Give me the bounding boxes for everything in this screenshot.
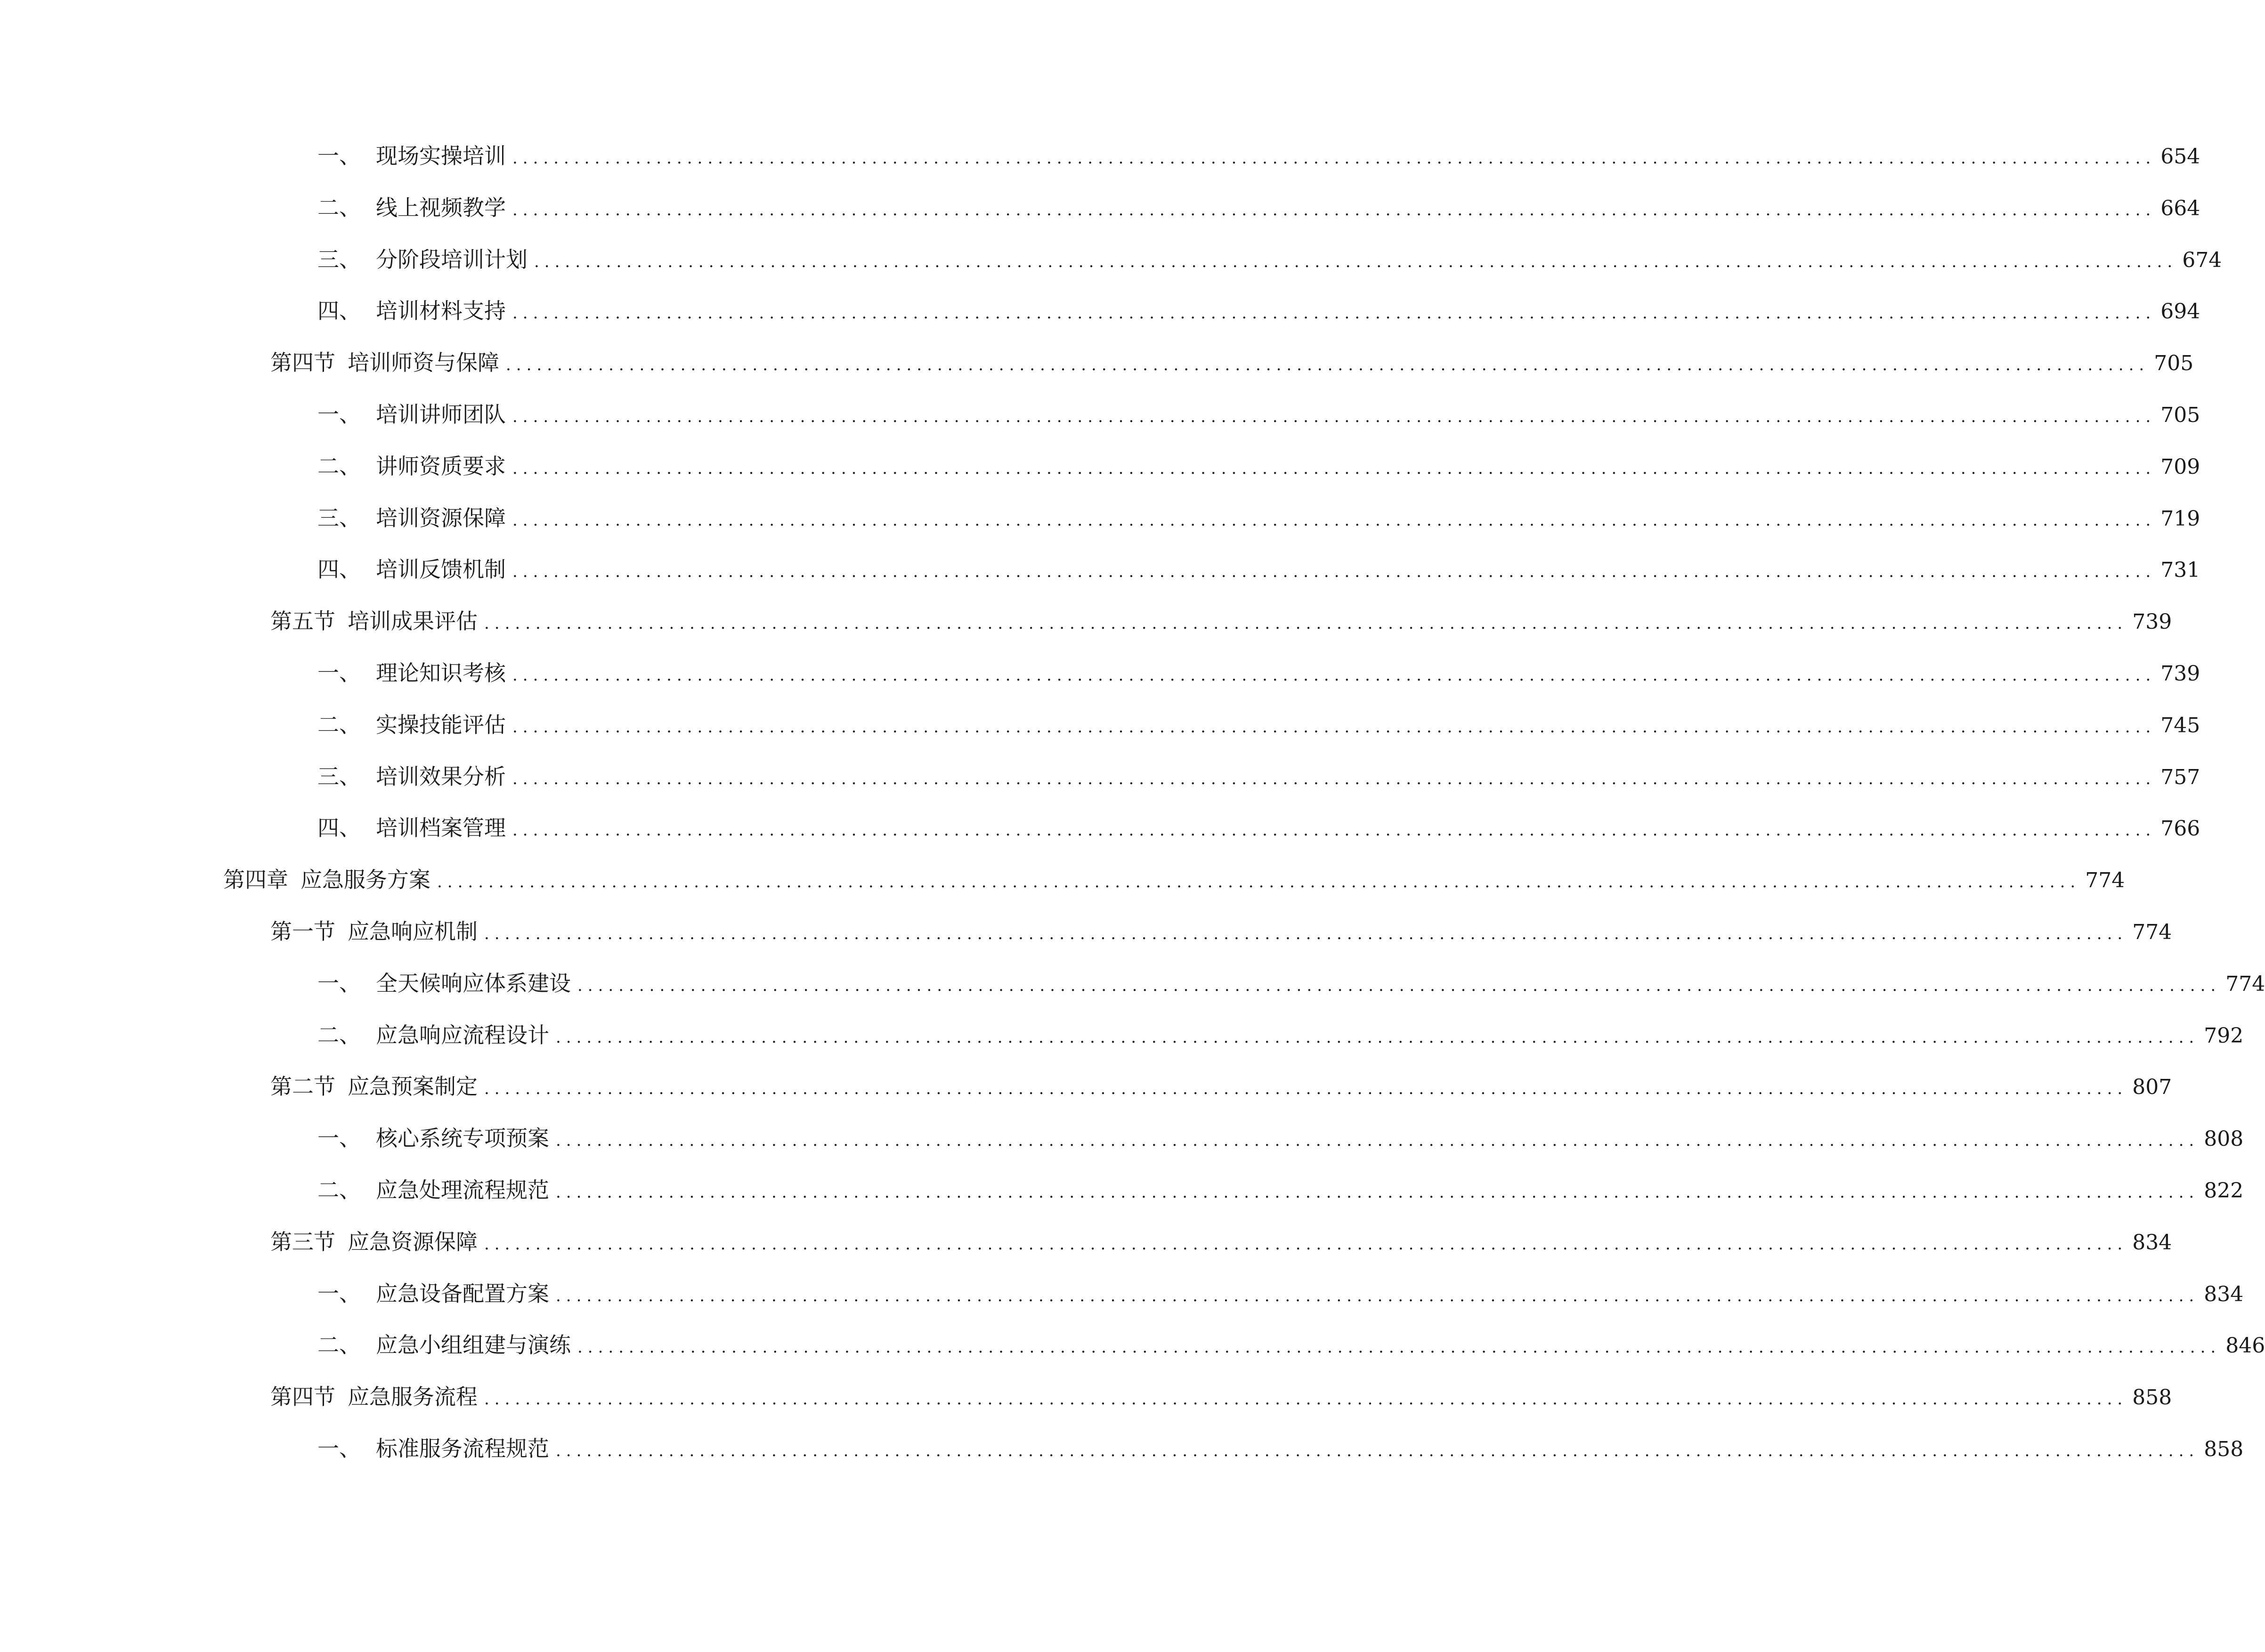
toc-entry-title: 讲师资质要求 <box>376 453 506 479</box>
toc-entry-number: 一、 <box>317 143 361 169</box>
toc-entry-number: 二、 <box>317 194 361 220</box>
toc-entry-title: 现场实操培训 <box>376 143 506 169</box>
toc-entry-title: 线上视频教学 <box>376 194 506 220</box>
toc-entry-item[interactable] <box>317 1019 2244 1052</box>
toc-entry-page-number: 705 <box>2160 403 2200 427</box>
toc-entry-page-number: 792 <box>2204 1023 2244 1048</box>
toc-entry-number: 第三节 <box>270 1229 335 1255</box>
toc-entry-item[interactable] <box>317 1432 2244 1465</box>
toc-entry-page-number: 774 <box>2132 920 2172 944</box>
toc-entry-section[interactable] <box>270 605 2172 638</box>
toc-entry-section[interactable] <box>270 346 2194 379</box>
toc-entry-number: 一、 <box>317 1436 361 1461</box>
toc-entry-title: 培训成果评估 <box>348 608 478 634</box>
toc-entry-number: 第一节 <box>270 919 335 944</box>
toc-entry-page-number: 654 <box>2160 145 2200 169</box>
toc-entry-page-number: 766 <box>2160 817 2200 841</box>
toc-entry-number: 四、 <box>317 815 361 841</box>
dot-leader: ................................................................................................................................................................ <box>577 976 2221 995</box>
toc-entry-page-number: 846 <box>2225 1334 2265 1358</box>
toc-entry-page-number: 719 <box>2160 506 2200 531</box>
toc-entry-title: 应急设备配置方案 <box>376 1280 549 1306</box>
toc-entry-title: 培训资源保障 <box>376 505 506 531</box>
dot-leader: ................................................................................................................................................................ <box>484 614 2128 633</box>
dot-leader: ................................................................................................................................................................ <box>512 717 2156 737</box>
toc-entry-number: 三、 <box>317 246 361 272</box>
toc-entry-number: 第二节 <box>270 1074 335 1100</box>
toc-entry-title: 应急资源保障 <box>348 1229 478 1255</box>
toc-entry-item[interactable] <box>317 656 2200 689</box>
dot-leader: ................................................................................................................................................................ <box>437 873 2081 892</box>
toc-entry-page-number: 834 <box>2132 1230 2172 1255</box>
toc-entry-title: 分阶段培训计划 <box>376 246 528 272</box>
dot-leader: ................................................................................................................................................................ <box>556 1286 2200 1305</box>
toc-entry-page-number: 739 <box>2160 662 2200 686</box>
toc-entry-section[interactable] <box>270 1070 2172 1103</box>
toc-entry-item[interactable] <box>317 243 2222 276</box>
toc-entry-title: 应急小组组建与演练 <box>376 1332 571 1358</box>
toc-entry-title: 培训档案管理 <box>376 815 506 841</box>
toc-entry-number: 第四章 <box>223 867 288 893</box>
toc-entry-page-number: 774 <box>2225 972 2265 996</box>
toc-entry-number: 二、 <box>317 1022 361 1048</box>
toc-entry-title: 应急预案制定 <box>348 1074 478 1100</box>
dot-leader: ................................................................................................................................................................ <box>484 1390 2128 1409</box>
toc-entry-page-number: 858 <box>2132 1385 2172 1410</box>
toc-entry-number: 第五节 <box>270 608 335 634</box>
toc-entry-item[interactable] <box>317 760 2200 793</box>
toc-entry-page-number: 731 <box>2160 558 2200 583</box>
toc-entry-item[interactable] <box>317 553 2200 586</box>
toc-entry-item[interactable] <box>317 811 2200 844</box>
dot-leader: ................................................................................................................................................................ <box>484 1079 2128 1099</box>
toc-entry-title: 应急响应机制 <box>348 919 478 944</box>
dot-leader: ................................................................................................................................................................ <box>512 666 2156 685</box>
toc-entry-item[interactable] <box>317 191 2200 224</box>
dot-leader: ................................................................................................................................................................ <box>512 407 2156 426</box>
toc-entry-section[interactable] <box>270 1380 2172 1413</box>
toc-entry-item[interactable] <box>317 967 2265 1000</box>
toc-entry-number: 第四节 <box>270 350 335 376</box>
toc-entry-item[interactable] <box>317 139 2200 172</box>
dot-leader: ................................................................................................................................................................ <box>556 1441 2200 1460</box>
toc-entry-number: 四、 <box>317 557 361 583</box>
toc-entry-page-number: 808 <box>2204 1127 2244 1151</box>
toc-entry-title: 应急服务方案 <box>300 867 430 893</box>
dot-leader: ................................................................................................................................................................ <box>506 356 2150 375</box>
toc-entry-page-number: 709 <box>2160 454 2200 479</box>
toc-entry-page-number: 739 <box>2132 610 2172 634</box>
dot-leader: ................................................................................................................................................................ <box>556 1183 2200 1202</box>
toc-entry-item[interactable] <box>317 502 2200 534</box>
toc-entry-number: 一、 <box>317 970 361 996</box>
toc-entry-page-number: 705 <box>2154 351 2194 376</box>
toc-entry-page-number: 664 <box>2160 196 2200 220</box>
toc-entry-item[interactable] <box>317 1277 2244 1310</box>
dot-leader: ................................................................................................................................................................ <box>556 1131 2200 1150</box>
toc-entry-number: 二、 <box>317 1177 361 1203</box>
toc-entry-number: 三、 <box>317 505 361 531</box>
dot-leader: ................................................................................................................................................................ <box>512 510 2156 530</box>
toc-entry-number: 二、 <box>317 1332 361 1358</box>
toc-entry-item[interactable] <box>317 1174 2244 1207</box>
dot-leader: ................................................................................................................................................................ <box>512 304 2156 323</box>
toc-entry-page-number: 757 <box>2160 765 2200 789</box>
toc-entry-number: 四、 <box>317 298 361 324</box>
toc-entry-title: 标准服务流程规范 <box>376 1436 549 1461</box>
toc-entry-title: 应急响应流程设计 <box>376 1022 549 1048</box>
toc-entry-page-number: 745 <box>2160 713 2200 737</box>
toc-entry-item[interactable] <box>317 398 2200 431</box>
toc-entry-chapter[interactable] <box>223 863 2125 896</box>
toc-entry-page-number: 674 <box>2182 248 2222 272</box>
toc-entry-number: 一、 <box>317 1126 361 1151</box>
toc-entry-title: 应急服务流程 <box>348 1384 478 1410</box>
toc-entry-page-number: 822 <box>2204 1179 2244 1203</box>
dot-leader: ................................................................................................................................................................ <box>534 252 2178 271</box>
toc-entry-title: 培训讲师团队 <box>376 402 506 427</box>
toc-entry-number: 第四节 <box>270 1384 335 1410</box>
toc-entry-number: 二、 <box>317 712 361 737</box>
toc-entry-item[interactable] <box>317 294 2200 327</box>
toc-entry-page-number: 858 <box>2204 1437 2244 1461</box>
toc-entry-page-number: 774 <box>2085 868 2125 893</box>
toc-entry-page-number: 807 <box>2132 1075 2172 1100</box>
toc-entry-number: 一、 <box>317 402 361 427</box>
dot-leader: ................................................................................................................................................................ <box>484 924 2128 943</box>
dot-leader: ................................................................................................................................................................ <box>484 1234 2128 1254</box>
toc-entry-number: 三、 <box>317 763 361 789</box>
toc-entry-section[interactable] <box>270 915 2172 948</box>
toc-entry-page-number: 834 <box>2204 1282 2244 1306</box>
toc-entry-title: 核心系统专项预案 <box>376 1126 549 1151</box>
toc-entry-item[interactable] <box>317 450 2200 483</box>
toc-entry-number: 二、 <box>317 453 361 479</box>
toc-entry-section[interactable] <box>270 1225 2172 1258</box>
toc-entry-item[interactable] <box>317 1328 2265 1361</box>
toc-entry-title: 培训师资与保障 <box>348 350 499 376</box>
toc-entry-item[interactable] <box>317 708 2200 741</box>
dot-leader: ................................................................................................................................................................ <box>512 459 2156 478</box>
toc-entry-number: 一、 <box>317 660 361 686</box>
toc-entry-title: 培训材料支持 <box>376 298 506 324</box>
toc-entry-title: 培训效果分析 <box>376 763 506 789</box>
dot-leader: ................................................................................................................................................................ <box>512 821 2156 840</box>
dot-leader: ................................................................................................................................................................ <box>556 1028 2200 1047</box>
toc-entry-title: 理论知识考核 <box>376 660 506 686</box>
dot-leader: ................................................................................................................................................................ <box>512 769 2156 788</box>
toc-entry-title: 全天候响应体系建设 <box>376 970 571 996</box>
toc-entry-title: 应急处理流程规范 <box>376 1177 549 1203</box>
toc-entry-page-number: 694 <box>2160 300 2200 324</box>
toc-entry-item[interactable] <box>317 1122 2244 1155</box>
dot-leader: ................................................................................................................................................................ <box>512 562 2156 582</box>
toc-entry-title: 实操技能评估 <box>376 712 506 737</box>
toc-entry-title: 培训反馈机制 <box>376 557 506 583</box>
dot-leader: ................................................................................................................................................................ <box>512 149 2156 168</box>
toc-entry-number: 一、 <box>317 1280 361 1306</box>
dot-leader: ................................................................................................................................................................ <box>577 1338 2221 1357</box>
dot-leader: ................................................................................................................................................................ <box>512 200 2156 219</box>
